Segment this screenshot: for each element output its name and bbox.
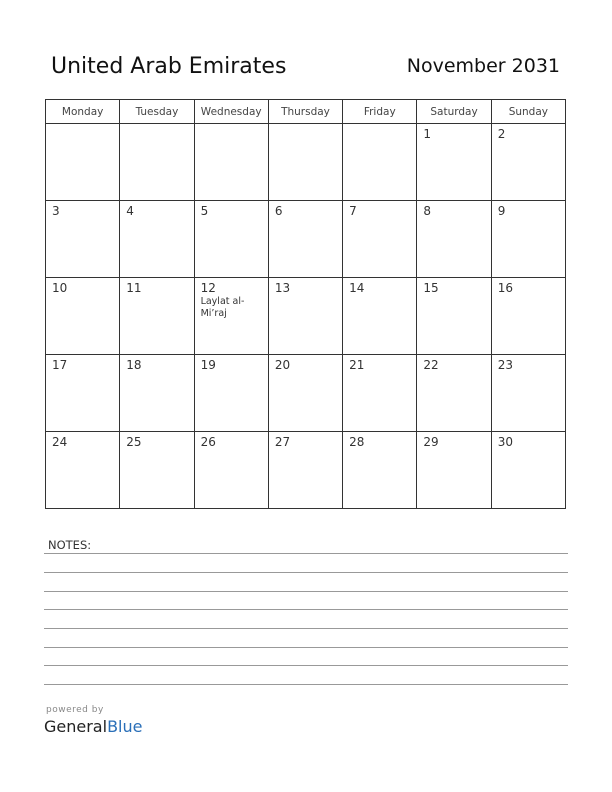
day-cell bbox=[46, 432, 120, 509]
day-cell bbox=[417, 278, 491, 355]
day-number: 5 bbox=[200, 204, 209, 218]
day-cell bbox=[343, 201, 417, 278]
day-cell bbox=[120, 355, 194, 432]
day-cell bbox=[268, 201, 342, 278]
notes-line bbox=[44, 609, 568, 610]
day-number: 30 bbox=[497, 435, 513, 449]
week-row bbox=[46, 432, 566, 509]
weekday-tuesday: Tuesday bbox=[120, 100, 194, 124]
day-number: 8 bbox=[423, 204, 432, 218]
day-number: 24 bbox=[52, 435, 68, 449]
day-cell bbox=[491, 432, 565, 509]
day-number: 10 bbox=[52, 281, 68, 295]
day-number: 4 bbox=[126, 204, 134, 218]
day-number: 26 bbox=[200, 435, 216, 449]
day-number: 17 bbox=[52, 358, 68, 372]
weekday-monday: Monday bbox=[46, 100, 120, 124]
week-row bbox=[46, 124, 566, 201]
week-row bbox=[46, 355, 566, 432]
logo-general-text: General bbox=[44, 717, 108, 736]
day-cell bbox=[194, 432, 268, 509]
day-number: 21 bbox=[349, 358, 365, 372]
day-cell bbox=[417, 124, 491, 201]
day-cell bbox=[194, 201, 268, 278]
day-cell bbox=[268, 432, 342, 509]
day-number: 9 bbox=[497, 204, 506, 218]
day-cell bbox=[417, 432, 491, 509]
generalblue-logo[interactable] bbox=[44, 717, 142, 736]
day-number: 14 bbox=[349, 281, 365, 295]
notes-line bbox=[44, 684, 568, 685]
day-cell bbox=[46, 278, 120, 355]
day-number: 22 bbox=[423, 358, 439, 372]
day-cell bbox=[194, 355, 268, 432]
notes-line bbox=[44, 665, 568, 666]
weekday-saturday: Saturday bbox=[417, 100, 491, 124]
day-cell bbox=[491, 355, 565, 432]
notes-line bbox=[44, 647, 568, 648]
logo-blue-text: Blue bbox=[107, 717, 143, 736]
weekday-thursday: Thursday bbox=[268, 100, 342, 124]
day-cell bbox=[491, 201, 565, 278]
day-number: 23 bbox=[497, 358, 513, 372]
day-number: 11 bbox=[126, 281, 142, 295]
day-cell bbox=[46, 201, 120, 278]
day-cell bbox=[343, 432, 417, 509]
notes-label: NOTES: bbox=[48, 538, 92, 552]
week-row bbox=[46, 278, 566, 355]
day-cell bbox=[120, 201, 194, 278]
day-cell bbox=[417, 201, 491, 278]
day-cell bbox=[194, 124, 268, 201]
week-row bbox=[46, 201, 566, 278]
powered-by-text: powered by bbox=[46, 705, 104, 715]
notes-line bbox=[44, 553, 568, 554]
day-number: 2 bbox=[497, 127, 506, 141]
day-cell bbox=[268, 355, 342, 432]
weekday-friday: Friday bbox=[343, 100, 417, 124]
day-cell bbox=[343, 278, 417, 355]
day-cell bbox=[120, 124, 194, 201]
day-cell bbox=[120, 278, 194, 355]
day-number: 20 bbox=[274, 358, 291, 372]
weekday-sunday: Sunday bbox=[491, 100, 565, 124]
day-cell bbox=[491, 278, 565, 355]
day-number: 7 bbox=[349, 204, 357, 218]
notes-line bbox=[44, 572, 568, 573]
day-cell bbox=[417, 355, 491, 432]
day-cell bbox=[491, 124, 565, 201]
day-number: 18 bbox=[126, 358, 142, 372]
day-number: 19 bbox=[200, 358, 216, 372]
day-cell bbox=[268, 278, 342, 355]
day-number: 28 bbox=[349, 435, 365, 449]
notes-line bbox=[44, 628, 568, 629]
country-title: United Arab Emirates bbox=[51, 54, 287, 79]
day-number: 6 bbox=[274, 204, 283, 218]
day-cell bbox=[46, 355, 120, 432]
calendar-grid bbox=[45, 99, 566, 509]
day-number: 27 bbox=[274, 435, 291, 449]
day-number: 3 bbox=[52, 204, 60, 218]
day-cell bbox=[343, 124, 417, 201]
day-number: 15 bbox=[423, 281, 439, 295]
month-year-title: November 2031 bbox=[406, 55, 560, 77]
weekday-header-row bbox=[46, 100, 566, 124]
day-number: 16 bbox=[497, 281, 513, 295]
day-cell bbox=[343, 355, 417, 432]
notes-line bbox=[44, 591, 568, 592]
day-cell bbox=[194, 278, 268, 355]
weekday-wednesday: Wednesday bbox=[194, 100, 268, 124]
day-number: 13 bbox=[274, 281, 291, 295]
day-number: 25 bbox=[126, 435, 142, 449]
day-number: 12 bbox=[200, 281, 216, 295]
day-cell bbox=[46, 124, 120, 201]
day-cell bbox=[120, 432, 194, 509]
day-cell bbox=[268, 124, 342, 201]
day-number: 1 bbox=[423, 127, 432, 141]
holiday-label: Laylat al-Mi’raj bbox=[200, 296, 245, 319]
day-number: 29 bbox=[423, 435, 439, 449]
